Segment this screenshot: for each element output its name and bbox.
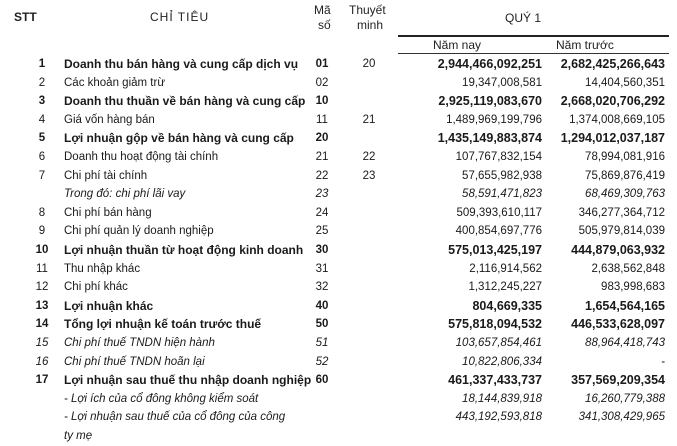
row-nam-truoc: 1,374,008,669,105 xyxy=(569,113,665,126)
row-stt: 6 xyxy=(38,151,46,163)
header-chi-tieu: CHỈ TIÊU xyxy=(150,10,210,24)
table-row xyxy=(0,371,677,390)
row-label: Giá vốn hàng bán xyxy=(64,113,155,126)
table-row xyxy=(0,74,677,93)
header-thuyet-minh-line2: minh xyxy=(357,18,384,32)
row-nam-truoc: 78,994,081,916 xyxy=(585,151,665,163)
row-nam-nay: 575,818,094,532 xyxy=(448,317,542,332)
row-ma-so: 50 xyxy=(315,318,329,331)
header-nam-truoc: Năm trước xyxy=(556,38,614,52)
row-nam-truoc: 1,294,012,037,187 xyxy=(560,131,665,146)
row-stt: 1 xyxy=(38,58,46,70)
row-nam-truoc: - xyxy=(661,355,665,368)
row-nam-truoc: 16,260,779,388 xyxy=(585,392,665,405)
row-stt: 10 xyxy=(35,244,49,256)
row-nam-nay: 1,312,245,227 xyxy=(468,281,542,294)
table-row xyxy=(0,315,677,334)
table-row xyxy=(0,185,677,204)
row-nam-truoc: 88,964,418,743 xyxy=(585,337,665,349)
table-row xyxy=(0,297,677,316)
row-label: Chi phí tài chính xyxy=(64,169,148,182)
row-ma-so: 60 xyxy=(315,374,329,387)
row-label: Chi phí khác xyxy=(64,281,128,294)
row-nam-truoc: 75,869,876,419 xyxy=(585,169,665,182)
row-nam-nay: 575,013,425,197 xyxy=(448,243,542,257)
row-ma-so: 24 xyxy=(315,206,329,219)
row-nam-nay: 2,925,119,083,670 xyxy=(438,94,542,109)
row-label: Trong đó: chi phí lãi vay xyxy=(64,188,186,201)
row-ma-so: 10 xyxy=(315,95,329,108)
row-label: Lợi nhuận khác xyxy=(64,298,154,313)
row-nam-nay: 58,591,471,823 xyxy=(462,188,542,201)
row-stt: 17 xyxy=(35,374,49,387)
header-ma-so-line2: số xyxy=(318,18,331,32)
row-label: ty mẹ xyxy=(64,430,93,442)
row-ma-so: 52 xyxy=(315,355,329,368)
row-nam-truoc: 341,308,429,965 xyxy=(578,411,665,424)
row-nam-nay: 1,489,969,199,796 xyxy=(446,113,542,126)
row-stt: 9 xyxy=(38,225,46,238)
row-ma-so: 01 xyxy=(315,58,329,70)
row-nam-nay: 1,435,149,883,874 xyxy=(437,131,542,146)
row-nam-truoc: 68,469,309,763 xyxy=(585,188,665,201)
header-thuyet-minh-line1: Thuyết xyxy=(349,3,386,17)
row-ma-so: 32 xyxy=(315,281,329,294)
header-ma-so-line1: Mã xyxy=(314,3,331,17)
table-row xyxy=(0,111,677,130)
row-ma-so: 25 xyxy=(315,225,329,238)
row-nam-nay: 400,854,697,776 xyxy=(455,225,542,238)
table-row xyxy=(0,390,677,409)
row-nam-nay: 509,393,610,117 xyxy=(456,206,542,219)
row-ma-so: 31 xyxy=(315,262,329,275)
row-ma-so: 23 xyxy=(315,188,329,201)
row-nam-nay: 2,944,466,092,251 xyxy=(437,57,542,71)
table-row xyxy=(0,222,677,241)
row-ma-so: 30 xyxy=(315,244,329,256)
row-ma-so: 20 xyxy=(315,132,329,145)
row-stt: 13 xyxy=(35,299,49,312)
row-nam-truoc: 14,404,560,351 xyxy=(585,76,665,89)
row-ma-so: 51 xyxy=(315,337,329,349)
row-label: Thu nhập khác xyxy=(64,262,141,275)
row-nam-truoc: 2,668,020,706,292 xyxy=(560,94,665,109)
row-stt: 4 xyxy=(38,113,46,126)
row-label: Các khoản giảm trừ xyxy=(64,76,166,89)
row-thuyet-minh: 21 xyxy=(362,113,376,126)
row-label: Chi phí bán hàng xyxy=(64,206,152,219)
row-label: Chi phí thuế TNDN hiện hành xyxy=(64,337,215,349)
row-stt: 15 xyxy=(35,337,49,349)
row-label: - Lợi ích của cổ đông không kiểm soát xyxy=(64,392,259,405)
row-stt: 8 xyxy=(38,206,46,219)
row-nam-nay: 57,655,982,938 xyxy=(462,169,542,182)
row-nam-truoc: 505,979,814,039 xyxy=(578,225,665,238)
row-ma-so: 21 xyxy=(315,151,329,163)
row-nam-nay: 107,767,832,154 xyxy=(455,151,542,163)
row-label: Chi phí quản lý doanh nghiệp xyxy=(64,225,214,238)
row-stt: 3 xyxy=(38,95,46,108)
row-thuyet-minh: 23 xyxy=(362,169,376,182)
row-stt: 12 xyxy=(35,281,49,294)
row-nam-truoc: 357,569,209,354 xyxy=(571,373,665,388)
row-label: Doanh thu hoạt động tài chính xyxy=(64,151,219,163)
row-nam-nay: 2,116,914,562 xyxy=(469,262,542,275)
row-nam-truoc: 346,277,364,712 xyxy=(578,206,665,219)
table-row xyxy=(0,260,677,279)
row-nam-nay: 103,657,854,461 xyxy=(455,337,542,349)
table-row xyxy=(0,204,677,223)
row-stt: 16 xyxy=(35,355,49,368)
table-row xyxy=(0,129,677,148)
row-nam-truoc: 444,879,063,932 xyxy=(571,243,665,257)
row-nam-truoc: 2,638,562,848 xyxy=(591,262,665,275)
row-nam-nay: 19,347,008,581 xyxy=(462,76,542,89)
header-nam-nay: Năm nay xyxy=(433,38,482,52)
row-label: Lợi nhuận sau thuế thu nhập doanh nghiệp xyxy=(64,373,312,388)
row-stt: 14 xyxy=(35,318,49,331)
row-label: - Lợi nhuận sau thuế của cổ đông của công xyxy=(64,411,286,424)
row-nam-nay: 804,669,335 xyxy=(472,298,542,313)
row-ma-so: 11 xyxy=(316,113,328,126)
row-thuyet-minh: 22 xyxy=(362,151,376,163)
table-row xyxy=(0,408,677,427)
row-ma-so: 02 xyxy=(315,76,329,89)
row-stt: 5 xyxy=(38,132,46,145)
row-nam-truoc: 2,682,425,266,643 xyxy=(560,57,665,71)
row-nam-nay: 443,192,593,818 xyxy=(455,411,542,424)
table-row xyxy=(0,55,677,74)
row-nam-truoc: 983,998,683 xyxy=(601,281,665,294)
row-nam-nay: 18,144,839,918 xyxy=(462,392,542,405)
table-row xyxy=(0,167,677,186)
row-label: Lợi nhuận gộp về bán hàng và cung cấp xyxy=(64,131,294,146)
row-label: Tổng lợi nhuận kế toán trước thuế xyxy=(64,317,262,332)
row-label: Doanh thu thuần về bán hàng và cung cấp xyxy=(64,94,306,109)
header-stt: STT xyxy=(14,10,37,24)
row-stt: 11 xyxy=(36,262,48,275)
table-row xyxy=(0,92,677,111)
table-row xyxy=(0,278,677,297)
header-quy: QUÝ 1 xyxy=(505,11,542,25)
header-rule-bottom xyxy=(398,53,669,54)
table-row xyxy=(0,148,677,167)
row-ma-so: 40 xyxy=(315,299,329,312)
row-nam-nay: 461,337,433,737 xyxy=(448,373,542,388)
row-label: Chi phí thuế TNDN hoãn lại xyxy=(64,355,205,368)
row-nam-truoc: 446,533,628,097 xyxy=(571,317,665,332)
row-label: Lợi nhuận thuần từ hoạt động kinh doanh xyxy=(64,243,304,257)
table-row xyxy=(0,353,677,372)
row-label: Doanh thu bán hàng và cung cấp dịch vụ xyxy=(64,57,299,71)
header-rule-top xyxy=(398,35,669,37)
row-ma-so: 22 xyxy=(315,169,329,182)
row-stt: 2 xyxy=(38,76,46,89)
row-nam-truoc: 1,654,564,165 xyxy=(585,298,665,313)
table-row xyxy=(0,334,677,353)
table-row xyxy=(0,241,677,260)
row-thuyet-minh: 20 xyxy=(362,58,376,70)
row-stt: 7 xyxy=(38,169,46,182)
row-nam-nay: 10,822,806,334 xyxy=(462,355,542,368)
